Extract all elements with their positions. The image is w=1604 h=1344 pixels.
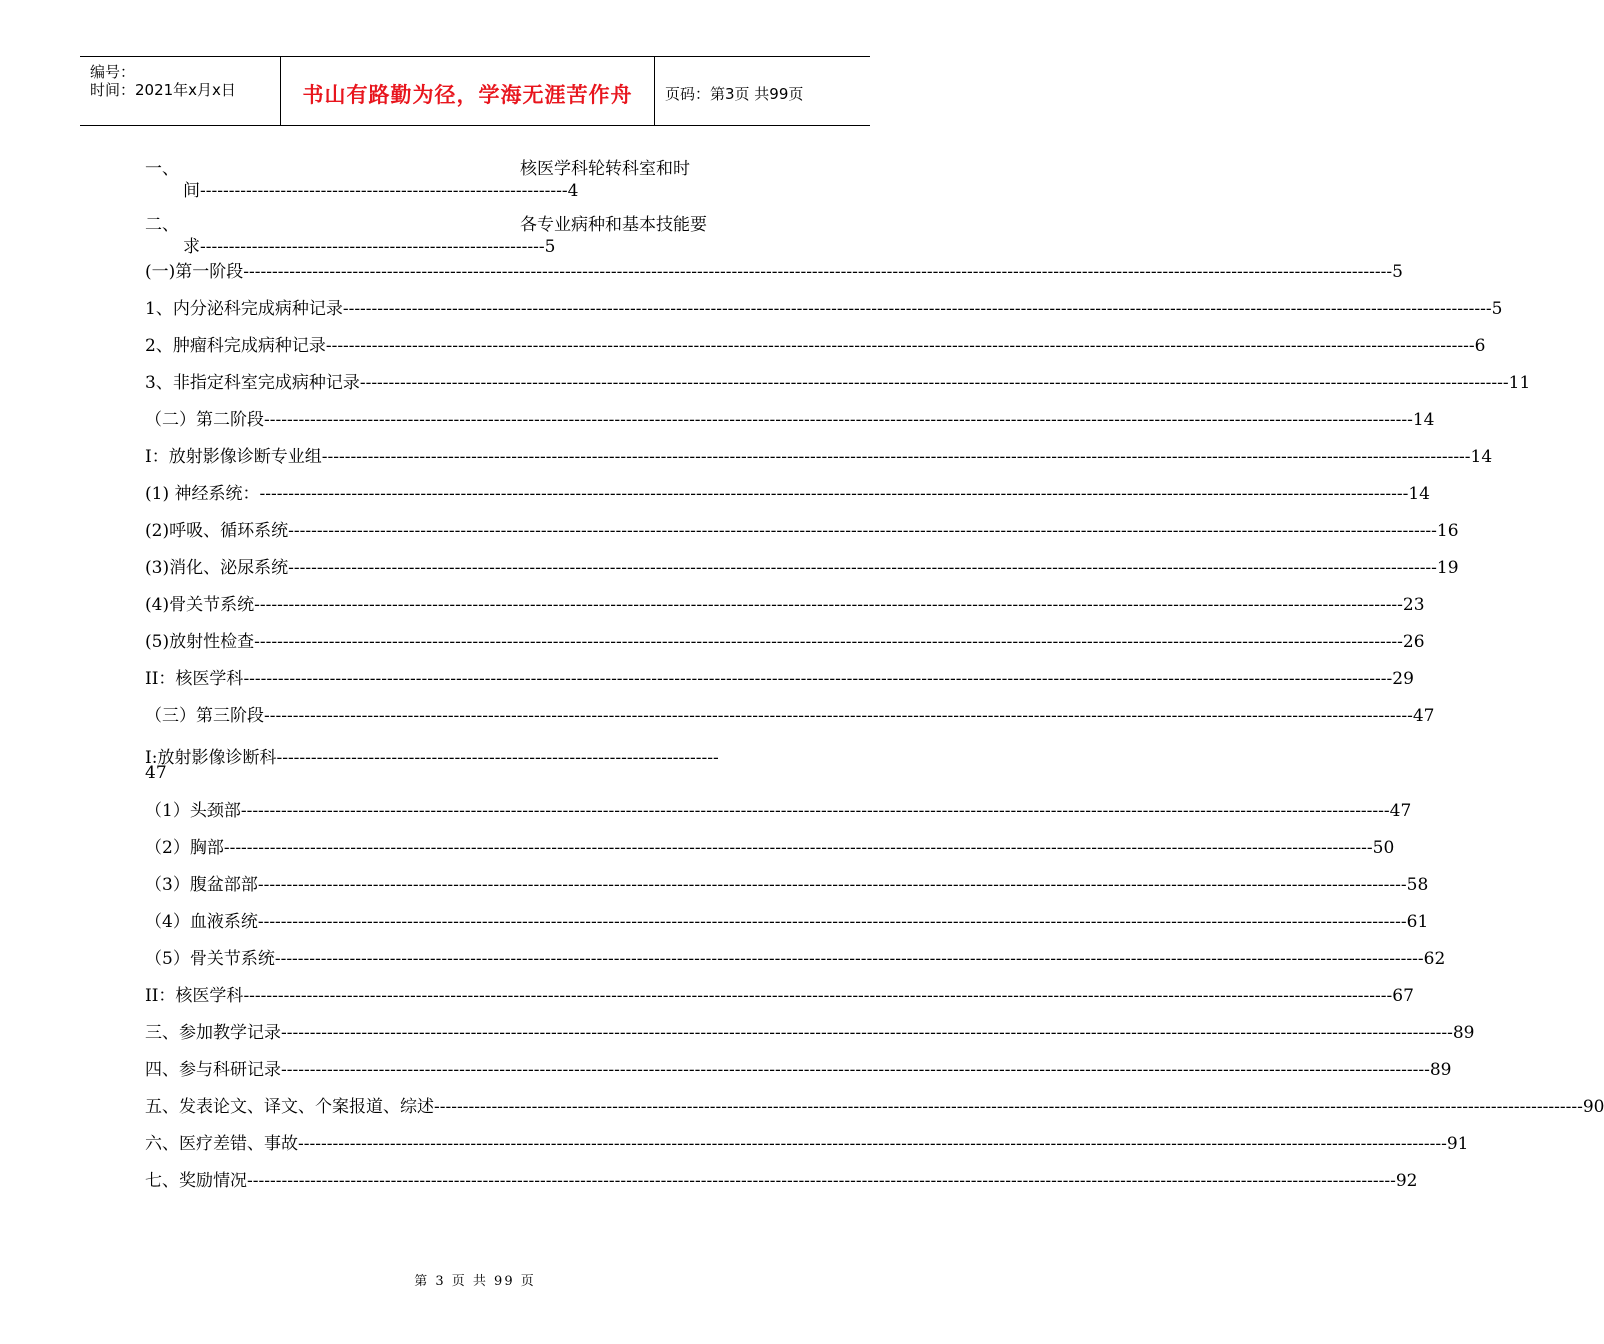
toc-entry [145,521,1459,558]
toc-entry-label: （3）腹盆部部 [145,875,258,895]
table-of-contents [145,150,1604,1208]
toc-entry-page: 14 [1408,484,1430,504]
toc-entry-first-line [145,743,810,768]
toc-entry [145,262,1403,299]
toc-entry [145,875,1429,912]
toc-leader-dots: -------------------------------------------------------------------------------------------------------------------------------------------------------------------------------------------------------- [288,558,1437,578]
toc-entry-label: (4)骨关节系统 [145,595,255,615]
toc-entry-page: 89 [1429,1060,1452,1080]
toc-entry [145,1023,1475,1060]
toc-entry-page: 47 [145,763,167,783]
toc-entry-continuation: 间----------------------------------------------------------------4 [183,181,579,201]
toc-entry-page: 61 [1406,912,1429,932]
toc-entry-label: (1) 神经系统： [145,484,260,504]
serial-number-label: 编号： [90,63,136,81]
toc-entry-label: (一)第一阶段 [145,262,244,282]
toc-entry-label: II：核医学科 [145,986,244,1006]
toc-leader-dots: -------------------------------------------------------------------------------------------------------------------------------------------------------------------------------------------------------- [281,1060,1430,1080]
motto: 书山有路勤为径，学海无涯苦作舟 [302,83,633,107]
toc-entry-number: 二、 [145,215,179,235]
toc-entry [145,410,1435,447]
toc-entry-page: 58 [1406,875,1429,895]
toc-leader-dots: -------------------------------------------------------------------------------------------------------------------------------------------------------------------------------------------------------- [264,706,1413,726]
toc-entry-label: （二）第二阶段 [145,410,264,430]
toc-leader-dots: -------------------------------------------------------------------------------------------------------------------------------------------------------------------------------------------------------- [254,595,1403,615]
toc-entry [145,447,1493,484]
toc-entry-label: 三、参加教学记录---- [145,1023,304,1043]
toc-entry-label: (5)放射性检查 [145,632,255,652]
toc-entry-label: 五、发表论文、译文、个案报道、综述 [145,1097,434,1117]
toc-entry-label: I:放射影像诊断科 [145,748,277,768]
toc-entry-page: 67 [1392,986,1414,1006]
toc-entry-page: 26 [1402,632,1425,652]
toc-entry-label: II：核医学科 [145,669,244,689]
toc-leader-dots: -------------------------------------------------------------------------------------------------------------------------------------------------------------------------------------------------------- [342,299,1492,319]
toc-leader-dots: -------------------------------------------------------------------------------------------------------------------------------------------------------------------------------------------------------- [243,669,1393,689]
toc-entry-continuation: 求------------------------------------------------------------5 [183,237,556,257]
toc-entry-label: (3)消化、泌尿系统 [145,558,289,578]
toc-entry-page: 90 [1582,1097,1604,1117]
toc-entry-label: （1）头颈部 [145,801,241,821]
toc-leader-dots: -------------------------------------------------------------------------------------------------------------------------------------------------------------------------------------------------------- [257,912,1407,932]
toc-entry-label: 七、奖励情况 [145,1171,247,1191]
toc-leader-dots: -------------------------------------------------------------------------------------------------------------------------------------------------------------------------------------------------------- [254,632,1403,652]
toc-entry [145,838,1395,875]
header-meta [80,57,281,125]
toc-leader-dots: -------------------------------------------------------------------------------------------------------------------------------------------------------------------------------------------------------- [240,801,1390,821]
toc-entry-label: 四、参与科研记录 [145,1060,281,1080]
toc-entry [145,336,1486,373]
toc-leader-dots: -------------------------------------------------------------------------------------------------------------------------------------------------------------------------------------------------------- [288,521,1437,541]
toc-leader-dots: -------------------------------------------------------------------------------------------------------------------------------------------------------------------------------------------------------- [247,1171,1396,1191]
toc-leader-dots: -------------------------------------------------------------------------------------------------------------------------------------------------------------------------------------------------------- [264,410,1413,430]
toc-entry [145,632,1425,669]
toc-leader-dots: -------------------------------------------------------------------------------------------------------------------------------------------------------------------------------------------------------- [298,1134,1447,1154]
toc-entry-label: 2、肿瘤科完成病种记录 [145,336,326,356]
toc-entry-page: 14 [1470,447,1493,467]
toc-leader-dots: ----------------------------------------------------------------------------- [276,748,719,768]
toc-leader-dots: -------------------------------------------------------------------------------------------------------------------------------------------------------------------------------------------------------- [243,986,1393,1006]
header-motto-cell [281,57,655,125]
toc-leader-dots: -------------------------------------------------------------------------------------------------------------------------------------------------------------------------------------------------------- [274,949,1424,969]
toc-entry [145,669,1414,706]
toc-entry-number: 一、 [145,159,179,179]
header-page-info: 页码：第3页 共99页 [665,85,804,103]
toc-entry-title: 各专业病种和基本技能要 [520,215,707,235]
date-label: 时间：2021年x月x日 [90,81,236,99]
toc-entry-split [145,206,810,262]
toc-entry [145,1134,1469,1171]
toc-leader-dots: -------------------------------------------------------------------------------------------------------------------------------------------------------------------------------------------------------- [243,262,1393,282]
toc-entry [145,801,1412,838]
toc-leader-dots: -------------------------------------------------------------------------------------------------------------------------------------------------------------------------------------------------------- [325,336,1475,356]
toc-entry [145,373,1531,410]
toc-entry-page: 47 [1389,801,1412,821]
toc-entry-page: 5 [1491,299,1503,319]
toc-entry [145,299,1503,336]
toc-entry-label: (2)呼吸、循环系统 [145,521,289,541]
toc-entry [145,558,1459,595]
toc-leader-dots: -------------------------------------------------------------------------------------------------------------------------------------------------------------------------------------------------------- [257,875,1407,895]
toc-entry-page: 92 [1395,1171,1418,1191]
toc-leader-dots: -------------------------------------------------------------------------------------------------------------------------------------------------------------------------------------------------------- [223,838,1373,858]
toc-entry-page: 19 [1436,558,1459,578]
toc-entry-page: 5 [1392,262,1403,282]
toc-entry [145,986,1414,1023]
toc-entry-label: I：放射影像诊断专业组 [145,447,322,467]
toc-entry-page: 6 [1474,336,1486,356]
toc-entry-page: 62 [1423,949,1446,969]
toc-entry [145,595,1425,632]
toc-entry-label: （三）第三阶段 [145,706,264,726]
toc-entry-page: 11 [1508,373,1531,393]
header-page-cell [655,57,870,125]
toc-entry-label: （4）血液系统 [145,912,258,932]
toc-leader-dots: -------------------------------------------------------------------------------------------------------------------------------------------------------------------------------------------------------- [321,447,1471,467]
toc-leader-dots: -------------------------------------------------------------------------------------------------------------------------------------------------------------------------------------------------------- [303,1023,1453,1043]
toc-entry-label: （2）胸部 [145,838,224,858]
toc-entry-title: 核医学科轮转科室和时 [520,159,690,179]
document-header [80,56,870,126]
toc-entry-wrapped [145,743,810,801]
toc-entry [145,949,1446,986]
toc-entry-split [145,150,810,206]
toc-leader-dots: -------------------------------------------------------------------------------------------------------------------------------------------------------------------------------------------------------- [259,484,1409,504]
toc-leader-dots: -------------------------------------------------------------------------------------------------------------------------------------------------------------------------------------------------------- [359,373,1509,393]
toc-entry-page: 50 [1372,838,1395,858]
toc-entry-page: 16 [1436,521,1459,541]
toc-entry-page: 89 [1452,1023,1475,1043]
page-footer: 第 3 页 共 99 页 [414,1274,536,1289]
toc-entry [145,912,1429,949]
toc-entry-page: 47 [1412,706,1435,726]
toc-entry [145,1171,1418,1208]
toc-entry-label: 六、医疗差错、事故 [145,1134,298,1154]
toc-entry-page: 29 [1392,669,1414,689]
toc-entry-label: （5）骨关节系统 [145,949,275,969]
toc-entry [145,706,1435,743]
toc-entry-page: 14 [1412,410,1435,430]
toc-entry [145,1097,1604,1134]
toc-entry-page: 91 [1446,1134,1469,1154]
toc-entry-label: 3、非指定科室完成病种记录 [145,373,360,393]
toc-entry-label: 1、内分泌科完成病种记录 [145,299,343,319]
toc-entry [145,1060,1452,1097]
toc-entry-page: 23 [1402,595,1425,615]
toc-leader-dots: -------------------------------------------------------------------------------------------------------------------------------------------------------------------------------------------------------- [434,1097,1583,1117]
toc-entry [145,484,1430,521]
